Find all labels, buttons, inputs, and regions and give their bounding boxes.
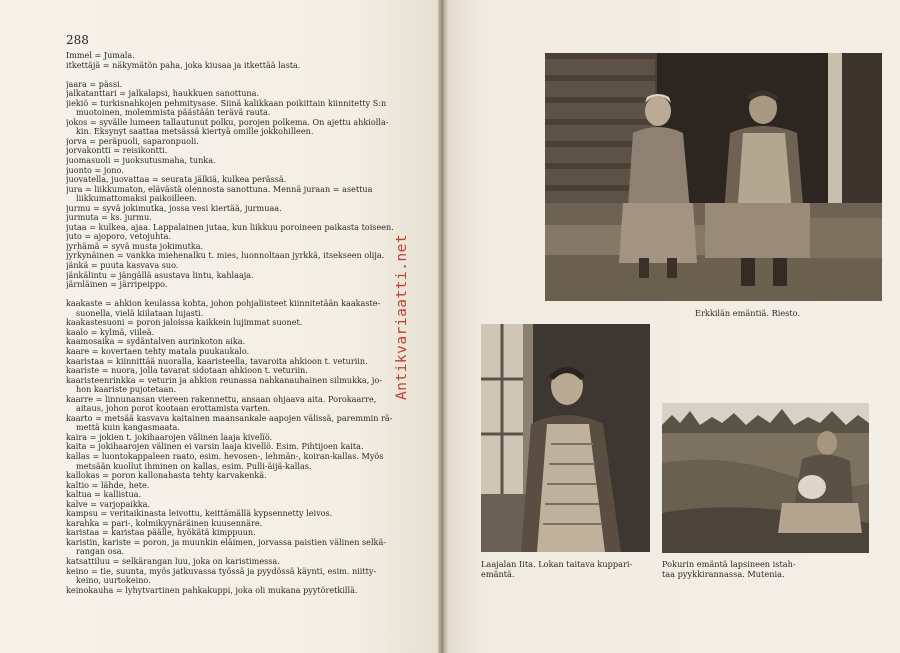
glossary-line: juovatella, juovattaa = seurata jälkiä, kulkea perässä. (66, 175, 287, 185)
glossary-group-k (66, 299, 411, 595)
glossary-line: suonella, vielä kiilataan lujasti. (76, 308, 204, 318)
glossary-line: aitaus, johon porot kootaan erottamista varten. (76, 404, 271, 414)
glossary-line: kaarto = metsää kasvava kaitainen maansankale aapojen välissä, paremmin rä- (66, 413, 393, 423)
photo-caption (662, 560, 867, 579)
glossary-line: itkettäjä = näkymätön paha, joka kiusaa ja itkettää lasta. (66, 60, 301, 70)
glossary-line: jurmuta = ks. jurmu. (66, 213, 152, 223)
glossary-line: kalve = varjopaikka. (66, 499, 151, 509)
glossary-line: kaariste = nuora, jolla tavarat sidotaan ahkioon t. veturiin. (66, 366, 308, 376)
glossary-line: kaare = kovertaen tehty matala puukaukalo. (66, 346, 250, 356)
glossary-line: kaira = jokien t. jokihaarojen välinen laaja kivelïö. (66, 432, 273, 442)
glossary-line: kaaristaa = kiinnittää nuoralla, kaaristeella, tavaroita ahkioon t. veturiin. (66, 356, 368, 366)
glossary-line: hon kaariste pujotetaan. (76, 385, 177, 395)
caption-line: emäntä. (481, 568, 515, 579)
glossary-line: juto = ajoporo, vetojuhta. (66, 232, 171, 242)
glossary-line: jorva = peräpuoli, saparonpuoli. (66, 136, 199, 146)
glossary-line: juomasuoli = juoksutusmaha, tunka. (66, 156, 216, 166)
photo-woman-by-window (481, 324, 650, 552)
photo-woman-with-child (662, 403, 869, 553)
glossary-line: kaalo = kylmä, viileä. (66, 327, 155, 337)
glossary-group-j (66, 80, 411, 290)
glossary-line: kaamosaika = sydäntalven aurinkoton aika. (66, 337, 246, 347)
glossary-line: kaaristeenrinkka = veturin ja ahkion reunassa nahkanauhainen silmukka, jo- (66, 375, 382, 385)
glossary-text (66, 51, 411, 595)
glossary-line: jokos = syvälle lumeen tallautunut polku, porojen polkema. On ajettu ahkiolla- (66, 117, 389, 127)
glossary-line: keino, uurtokeino. (76, 576, 151, 586)
caption-line: Pokurin emäntä lapsineen istah- (662, 559, 796, 569)
glossary-line: jänkälintu = jängällä asustava lintu, kahlaaja. (66, 270, 254, 280)
glossary-line: jutaa = kulkea, ajaa. Lappalainen jutaa, kun liikkuu poroineen paikasta toiseen. (66, 222, 394, 232)
glossary-line: jalkatanttari = jalkalapsi, haukkuen sanottuna. (66, 89, 260, 99)
glossary-line: kaakastesuoni = poron jaloissa kaikkein lujimmat suonet. (66, 318, 303, 328)
glossary-line: karistin, kariste = poron, ja muunkin eläimen, jorvassa paistien välinen selkä- (66, 537, 386, 547)
glossary-line: mettä kuin kangasmaata. (76, 423, 180, 433)
glossary-line: jyrkynäinen = vankka miehenalku t. mies, luonnoltaan jyrkkä, itsekseen olija. (66, 251, 385, 261)
glossary-line: keino = tie, suunta, myös jatkuvassa työssä ja pyydössä käynti, esim. niitty- (66, 566, 377, 576)
glossary-line: jyrhämä = syvä musta jokimutka. (66, 241, 204, 251)
photo-caption: Erkkilän emäntiä. Riesto. (695, 308, 801, 318)
glossary-line: metsään kuollut ihminen on kallas, esim. Pulli-äijä-kallas. (76, 461, 312, 471)
glossary-line: kaita = jokihaarojen välinen ei varsin laaja kivelïö. Esim. Pihtijoen kaita. (66, 442, 364, 452)
glossary-line: katsattiluu = selkärangan luu, joka on karistimessa. (66, 556, 280, 566)
glossary-line: kaarre = linnunansan viereen rakennettu, ansaan ohjaava aita. Porokaarre, (66, 394, 377, 404)
glossary-line: kaltua = kallistua. (66, 490, 142, 500)
glossary-line: liikkumattomaksi paikoilleen. (76, 194, 197, 204)
glossary-line: järnläinen = järripeippo. (66, 280, 168, 290)
glossary-line: jurmu = syvä jokimutka, jossa vesi kiertää, jurmuaa. (66, 203, 282, 213)
book-gutter (438, 0, 448, 653)
glossary-line: kaakaste = ahkion keulassa kohta, johon pohjaliisteet kiinnitetään kaakaste- (66, 299, 381, 309)
glossary-line: kallas = luontokappaleen raato, esim. hevosen-, lehmän-, koiran-kallas. Myös (66, 451, 384, 461)
glossary-line: kallokas = poron kallonahasta tehty karvakenkä. (66, 471, 267, 481)
glossary-line: rangan osa. (76, 547, 125, 557)
glossary-group-i (66, 51, 411, 70)
photo-caption (481, 560, 651, 579)
glossary-line: jiekiö = turkisnahkojen pehmitysase. Siinä kalikkaan poikittain kiinnitetty S:n (66, 98, 387, 108)
caption-line: Laajalan Iita. Lokan taitava kuppari- (481, 559, 633, 569)
glossary-line: jaara = pässi. (66, 79, 123, 89)
page-number: 288 (66, 33, 89, 47)
glossary-line: karistaa = karistaa päälle, hyökätä kimppuun. (66, 528, 256, 538)
watermark: Antikvariaatti.net (394, 233, 410, 400)
glossary-line: muotoinen, molemmista päästään terävä rauta. (76, 108, 271, 118)
glossary-line: kampsu = veritaikinasta leivottu, keittämällä kypsennetty leivos. (66, 509, 333, 519)
glossary-line: jänkä = puuta kasvava suo. (66, 261, 179, 271)
glossary-line: kin. Eksynyt saattaa metsässä kiertyä omille jokkohilleen. (76, 127, 314, 137)
caption-line: taa pyykkirannassa. Mutenia. (662, 568, 785, 579)
glossary-line: kaltio = lähde, hete. (66, 480, 150, 490)
glossary-line: Immel = Jumala. (66, 51, 135, 60)
left-page (0, 0, 440, 653)
glossary-line: karahka = pari-, kolmikyynäräinen kuusennäre. (66, 518, 263, 528)
glossary-line: jorvakontti = reisikontti. (66, 146, 168, 156)
glossary-line: jura = liikkumaton, elävästä olennosta sanottuna. Mennä juraan = asettua (66, 184, 373, 194)
glossary-line: juonto = jono. (66, 165, 124, 175)
glossary-line: keinokauha = lyhytvartinen pahkakuppi, joka oli mukana pyytöretkillä. (66, 585, 358, 595)
photo-two-women-log-house (545, 53, 882, 301)
